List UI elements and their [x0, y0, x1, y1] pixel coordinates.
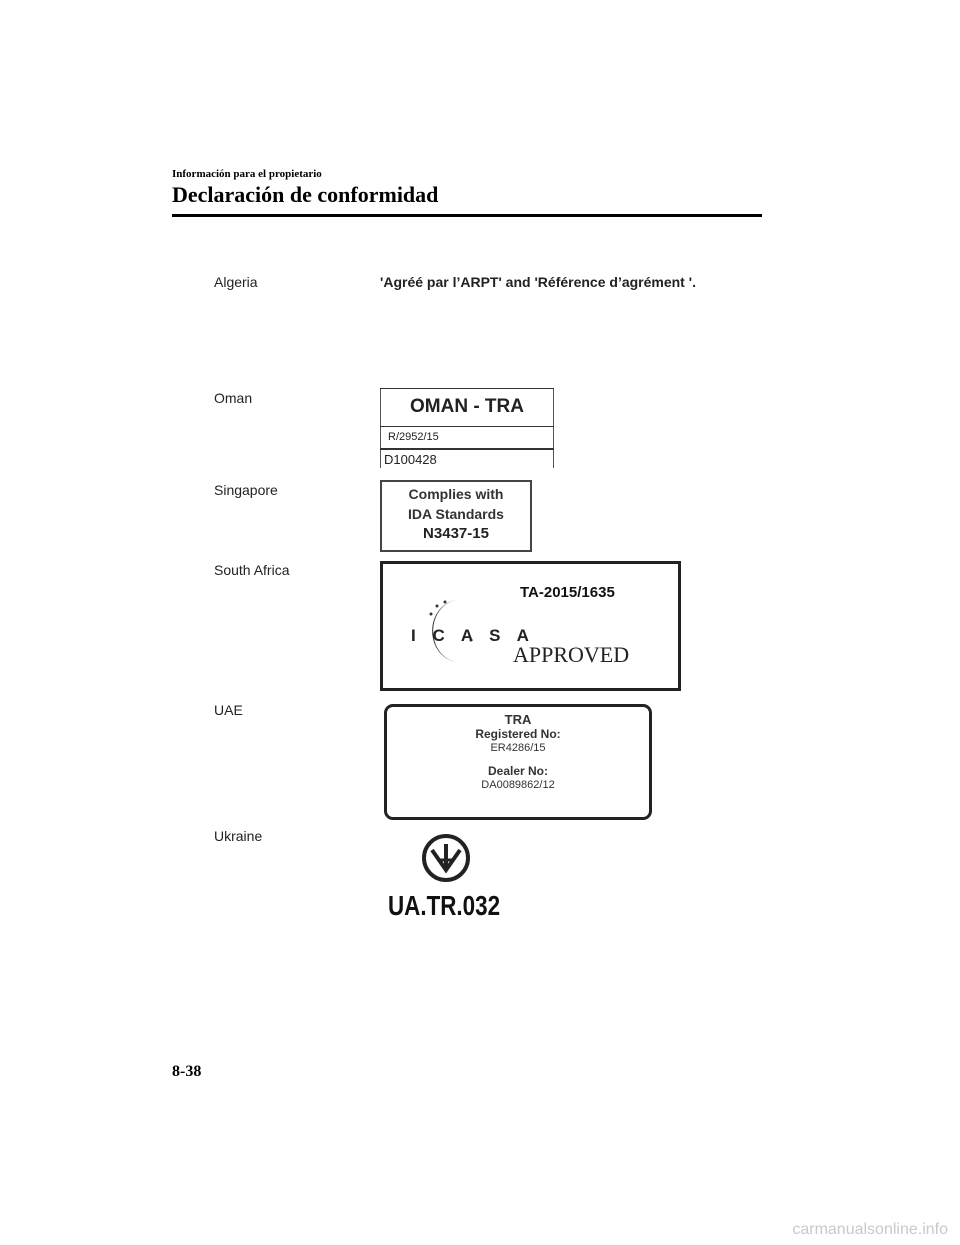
label-border [380, 448, 554, 450]
title-divider [172, 214, 762, 217]
uae-registered-number: ER4286/15 [490, 742, 546, 754]
page-title: Declaración de conformidad [172, 182, 439, 207]
south-africa-approved-text: APPROVED [513, 642, 630, 667]
svg-text:I C A S A: I C A S A [411, 626, 535, 645]
uae-dealer-label: Dealer No: [487, 764, 549, 778]
country-label-ukraine: Ukraine [214, 828, 263, 844]
singapore-label-line1: Complies with [408, 486, 504, 502]
singapore-label-line2: IDA Standards [408, 506, 504, 522]
ukraine-conformity-mark-icon [418, 830, 474, 886]
oman-label-title: OMAN - TRA [410, 396, 524, 417]
label-border [380, 388, 554, 389]
singapore-label-number: N3437-15 [423, 525, 489, 542]
country-label-south-africa: South Africa [214, 562, 290, 578]
south-africa-certification-label [380, 561, 681, 691]
country-label-uae: UAE [214, 702, 243, 718]
uae-label-title: TRA [504, 712, 532, 727]
oman-registration-number: R/2952/15 [388, 431, 439, 443]
uae-certification-label [384, 704, 652, 820]
uae-registered-label: Registered No: [475, 727, 561, 741]
country-label-singapore: Singapore [214, 482, 278, 498]
algeria-approval-text: 'Agréé par l’ARPT' and 'Référence d’agrément '. [380, 274, 696, 290]
icasa-logo-icon [411, 596, 535, 668]
country-label-algeria: Algeria [214, 274, 258, 290]
label-border [380, 426, 554, 427]
south-africa-label-number: TA-2015/1635 [520, 584, 615, 601]
watermark-text: carmanualsonline.info [792, 1221, 948, 1238]
ukraine-certification-code: UA.TR.032 [388, 890, 501, 921]
section-subheader: Información para el propietario [172, 168, 322, 180]
singapore-certification-label [380, 480, 532, 552]
uae-dealer-number: DA0089862/12 [481, 779, 555, 791]
page-number: 8-38 [172, 1063, 202, 1080]
oman-dealer-number: D100428 [384, 452, 437, 467]
country-label-oman: Oman [214, 390, 253, 406]
